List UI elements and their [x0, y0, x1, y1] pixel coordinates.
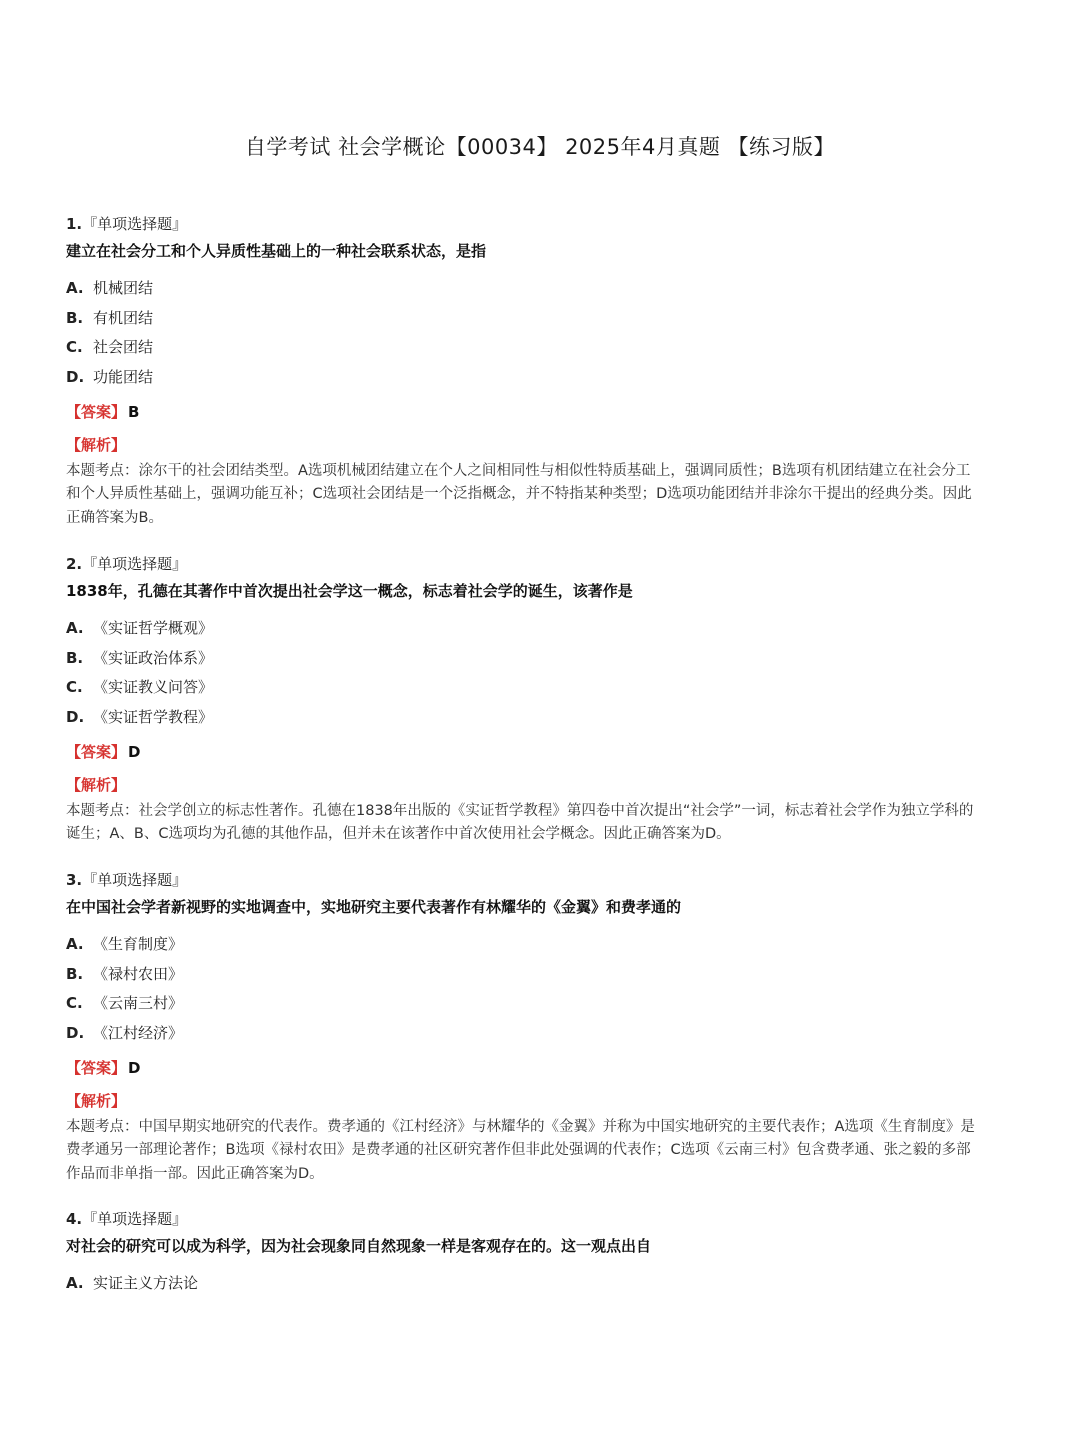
question-header — [66, 867, 976, 893]
option-a: A. 机械团结 — [66, 279, 154, 297]
answer-line — [66, 737, 976, 767]
option-b: B. 有机团结 — [66, 308, 154, 327]
question-stem: 对社会的研究可以成为科学，因为社会现象同自然现象一样是客观存在的。这一观点出自 — [66, 1237, 652, 1255]
answer-value: D — [128, 1058, 141, 1077]
option-c: C. 社会团结 — [66, 338, 154, 357]
question-stem: 建立在社会分工和个人异质性基础上的一种社会联系状态，是指 — [66, 242, 487, 260]
option-d: D. 《江村经济》 — [66, 1024, 184, 1043]
document-title: 自学考试 社会学概论【00034】 2025年4月真题 【练习版】 — [244, 135, 836, 159]
question-type: 『单项选择题』 — [82, 555, 188, 573]
option-c: C. 《云南三村》 — [66, 994, 184, 1013]
option-d: D. 功能团结 — [66, 368, 154, 387]
question-header — [66, 1206, 976, 1232]
option-d: D. 《实证哲学教程》 — [66, 708, 214, 727]
question-header — [66, 551, 976, 577]
question-number: 2. — [66, 555, 83, 573]
question-number: 3. — [66, 871, 83, 889]
answer-label: 【答案】 — [66, 1058, 127, 1077]
question-stem: 1838年，孔德在其著作中首次提出社会学这一概念，标志着社会学的诞生，该著作是 — [66, 582, 633, 600]
answer-line — [66, 1053, 976, 1083]
question-2 — [66, 551, 976, 847]
option-b: B. 《禄村农田》 — [66, 964, 184, 983]
options-list — [66, 274, 976, 393]
option-a: A. 《生育制度》 — [66, 935, 184, 953]
explanation-label: 【解析】 — [66, 1091, 127, 1110]
question-type: 『单项选择题』 — [82, 215, 188, 233]
explanation-label: 【解析】 — [66, 775, 127, 794]
question-header — [66, 211, 976, 237]
question-1 — [66, 211, 976, 530]
question-4 — [66, 1206, 976, 1299]
option-c: C. 《实证教义问答》 — [66, 678, 214, 697]
answer-line — [66, 397, 976, 427]
answer-label: 【答案】 — [66, 402, 127, 421]
answer-value: B — [128, 402, 140, 421]
explanation-text: 本题考点：社会学创立的标志性著作。孔德在1838年出版的《实证哲学教程》第四卷中首次提出“社会学”一词，标志着社会学作为独立学科的诞生；A、B、C选项均为孔德的其他作品，但并未在该著作中首次使用社会学概念。因此正确答案为D。 — [66, 802, 974, 843]
explanation-text: 本题考点：涂尔干的社会团结类型。A选项机械团结建立在个人之间相同性与相似性特质基础上，强调同质性；B选项有机团结建立在社会分工和个人异质性基础上，强调功能互补；C选项社会团结是一个泛指概念，并不特指某种类型；D选项功能团结并非涂尔干提出的经典分类。因此正确答案为B。 — [66, 462, 972, 526]
option-a: A. 实证主义方法论 — [66, 1274, 199, 1292]
option-b: B. 《实证政治体系》 — [66, 648, 214, 667]
question-type: 『单项选择题』 — [82, 1210, 188, 1228]
options-list — [66, 614, 976, 733]
answer-label: 【答案】 — [66, 742, 127, 761]
options-list — [66, 930, 976, 1049]
answer-value: D — [128, 742, 141, 761]
explanation-text: 本题考点：中国早期实地研究的代表作。费孝通的《江村经济》与林耀华的《金翼》并称为中国实地研究的主要代表作；A选项《生育制度》是费孝通另一部理论著作；B选项《禄村农田》是费孝通的社区研究著作但非此处强调的代表作；C选项《云南三村》包含费孝通、张之毅的多部作品而非单指一部。因此正确答案为D。 — [66, 1118, 975, 1182]
explanation-label: 【解析】 — [66, 435, 127, 454]
options-list — [66, 1269, 976, 1299]
option-a: A. 《实证哲学概观》 — [66, 619, 214, 637]
question-type: 『单项选择题』 — [82, 871, 188, 889]
question-3 — [66, 867, 976, 1186]
question-number: 4. — [66, 1210, 83, 1228]
question-number: 1. — [66, 215, 83, 233]
question-stem: 在中国社会学者新视野的实地调查中，实地研究主要代表著作有林耀华的《金翼》和费孝通的 — [66, 898, 682, 916]
